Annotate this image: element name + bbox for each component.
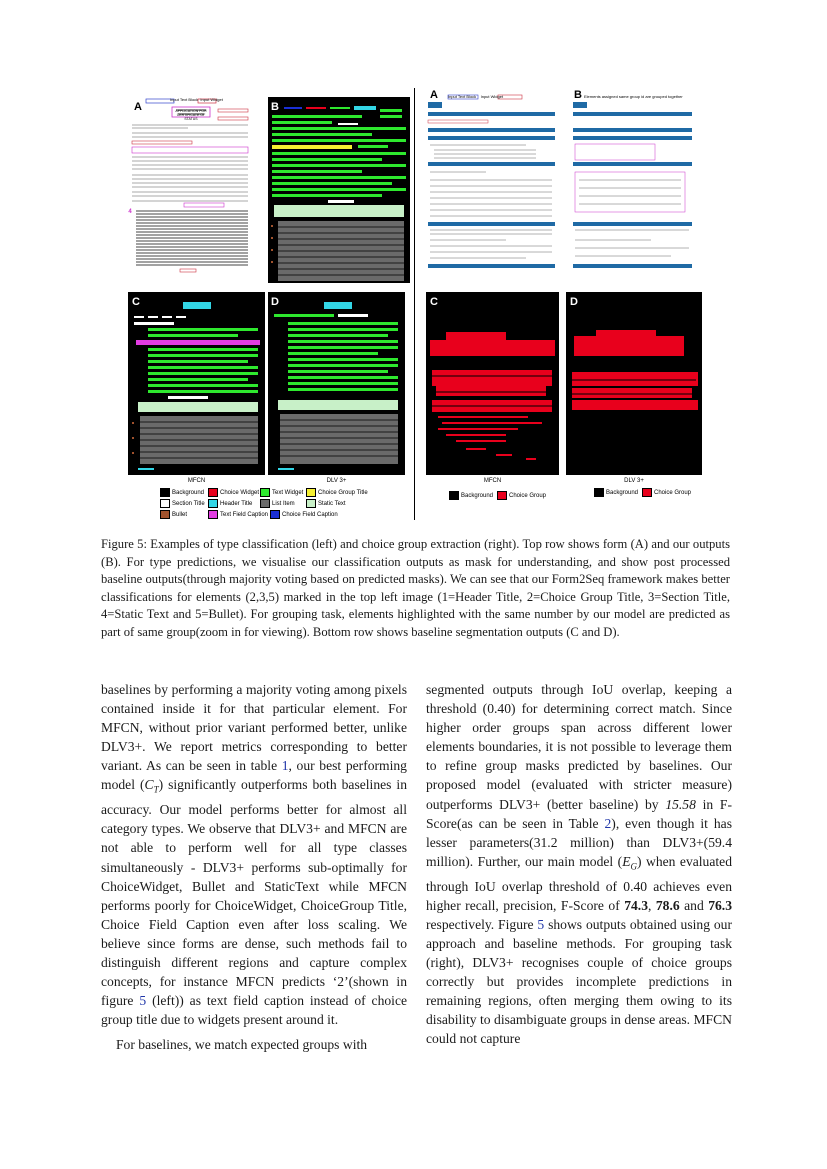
table-1-link[interactable]: 1 [281,758,289,774]
right-legend-background-2: Background [594,488,638,497]
left-dlv3-label: DLV 3+ [326,478,347,484]
legend-choice-group-title: Choice Group Title [306,488,368,497]
right-d-label: D [570,296,578,308]
right-b-note: Elements assigned same group id are grouped together [584,94,683,99]
right-a-legend-text-block: Input Text Block [448,94,477,99]
left-a-legend [170,97,240,102]
left-d-label: D [271,296,279,308]
right-paragraph-1: segmented outputs through IoU overlap, keeping a threshold (0.40) for determining correct match. Since higher order groups span across different lower elements boundaries, it is not possible to leverage them to refine group masks predicted by baselines. Our proposed model (evaluated with stricter measure) outperforms DLV3+ (better baseline) by 15.58 in F-Score(as can be seen in Table 2), even though it has lesser parameters(31.2 million) than DLV3+(59.4 million). Further, our main model $(E_G)$ when evaluated through IoU overlap threshold of 0.40 achieves even higher recall, precision, F-Score of 74.3, 78.6 and 76.3 respectively. Figure 5 shows outputs obtained using our approach and baseline methods. For grouping task (right), DLV3+ recognises couple of choice groups correctly but provides incomplete predictions in remaining regions, often merging them owing to its disability to disambiguate groups in dense areas. MFCN could not capture [426,682,732,1047]
left-a-legend-widget: Input Widget [200,97,223,102]
legend-background: Background [160,488,204,497]
legend-choice-field-caption: Choice Field Caption [270,510,338,519]
figure-5-link-2[interactable]: 5 [537,916,545,932]
right-legend-dlv3 [594,488,704,500]
right-legend-background: Background [449,491,493,500]
figure-5-link[interactable]: 5 [139,993,147,1009]
group-mask-d [566,292,702,475]
form-sketch-right-a [426,90,557,280]
legend-text-widget: Text Widget [260,488,303,497]
legend-section-title: Section Title [160,499,205,508]
right-legend-choice-group-2: Choice Group [642,488,691,497]
figure-divider [414,88,415,520]
left-a-legend-text-block: Input Text Block [170,97,199,102]
mask-b [268,97,410,283]
left-panel-a-form [128,97,253,277]
left-panel-c-mfcn [128,292,265,475]
left-paragraph-1: baselines by performing a majority voting among pixels contained inside it for that particular element. For MFCN, without prior variant performed better, unlike DLV3+. We report metrics corresponding to better variant. As can be seen in table 1, our best performing model $(C_T)$ significantly outperforms both baselines in accuracy. Our model performs better for almost all category types. We observe that DLV3+ and MFCN are not able to perform well for all type classes simultaneously - DLV3+ performs sub-optimally for ChoiceWidget, Bullet and StaticText while MFCN performs poorly for ChoiceWidget, ChoiceGroup Title, Choice Field Caption even after loss scaling. We believe since forms are dense, such methods fail to distinguish different regions and capture complex concepts, for instance MFCN predicts ‘2’(shown in figure 5 (left)) as text field caption instead of choice group title due to widgets present around it. [101,682,408,1028]
legend-text-field-caption: Text Field Caption [208,510,268,519]
right-c-label: C [430,296,438,308]
right-a-label: A [430,89,438,101]
left-legend [160,488,390,520]
left-a-label: A [134,101,142,113]
left-panel-d-dlv3 [268,292,405,475]
right-panel-c-mfcn [426,292,559,475]
left-c-label: C [132,296,140,308]
left-b-label: B [271,101,279,113]
right-legend-mfcn [449,491,559,503]
table-2-link[interactable]: 2 [604,815,612,831]
mask-d [268,292,405,475]
right-b-label: B [574,89,582,101]
left-a-marker: 4 [128,209,132,215]
right-panel-d-dlv3 [566,292,702,475]
right-a-legend-widget: Input Widget [480,94,504,99]
left-mfcn-label: MFCN [187,478,206,484]
left-paragraph-2: For baselines, we match expected groups with [116,1037,368,1053]
form-sketch-right-b [571,90,694,280]
right-legend-choice-group: Choice Group [497,491,546,500]
right-column [426,680,732,1049]
form-sketch [128,97,253,277]
legend-header-title: Header Title [208,499,252,508]
mask-c [128,292,265,475]
group-mask-c [426,292,559,475]
legend-list-item: List Item [260,499,295,508]
right-mfcn-label: MFCN [483,478,502,484]
right-panel-a-form [426,90,557,280]
right-dlv3-label: DLV 3+ [624,478,644,484]
legend-choice-widget: Choice Widget [208,488,259,497]
right-a-legend [448,94,558,99]
figure-caption: Figure 5: Examples of type classification (left) and choice group extraction (right). Top row shows form (A) and our outputs (B). For type predictions, we visualise our classification outputs as mask for understanding, and show post processed baseline outputs(through majority voting based on predicted masks). We can see that our Form2Seq framework makes better classifications for elements (2,3,5) marked in the top left image (1=Header Title, 2=Choice Group Title, 3=Section Title, 4=Static Text and 5=Bullet). For grouping task, elements highlighted with the same number by our model are predicted as part of same group(zoom in for viewing). Bottom row shows baseline segmentation outputs (C and D). [101,537,730,639]
right-panel-b-output [571,90,694,280]
legend-bullet: Bullet [160,510,187,519]
left-a-form-heading: APPLICATION FOR CERTIFICATE OF STATUS [175,109,207,121]
left-column [101,680,407,1055]
legend-static-text: Static Text [306,499,346,508]
left-panel-b-output [268,97,410,283]
